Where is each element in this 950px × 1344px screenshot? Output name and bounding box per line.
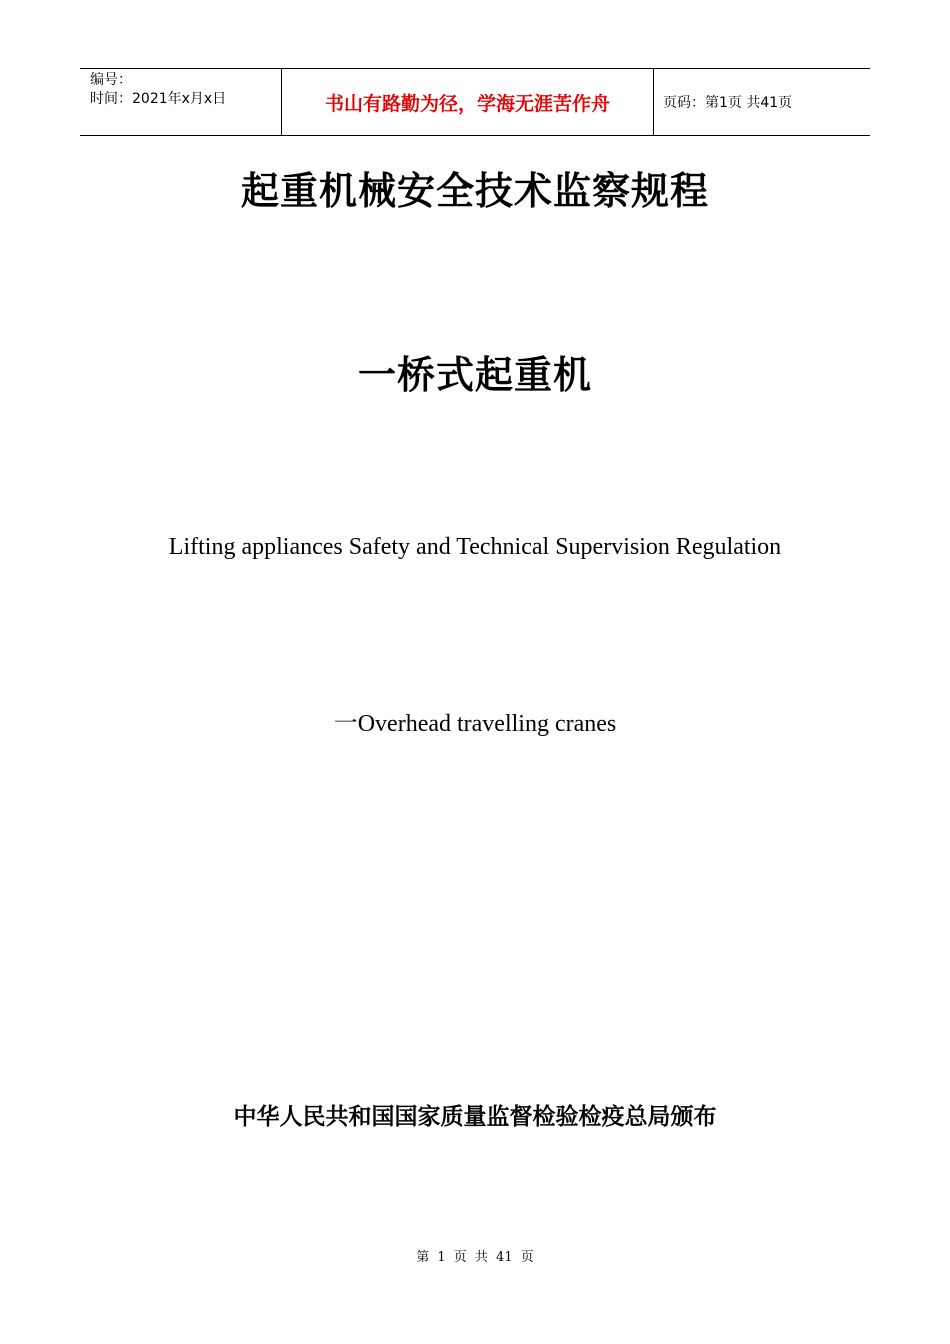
header-motto: 书山有路勤为径，学海无涯苦作舟 bbox=[324, 92, 610, 115]
issuing-authority: 中华人民共和国国家质量监督检验检疫总局颁布 bbox=[233, 1104, 717, 1130]
document-number-label: 编号： bbox=[90, 72, 132, 88]
english-subtitle: 一Overhead travelling cranes bbox=[333, 711, 617, 737]
header-page-cell bbox=[654, 69, 870, 135]
english-title: Lifting appliances Safety and Technical Supervision Regulation bbox=[168, 534, 782, 560]
document-subtitle: 一桥式起重机 bbox=[357, 353, 592, 397]
header-page-info: 页码：第1页 共41页 bbox=[663, 95, 793, 111]
header-info-cell bbox=[80, 69, 281, 135]
header-motto-cell bbox=[281, 69, 654, 135]
page-footer: 第 1 页 共 41 页 bbox=[416, 1250, 534, 1265]
header-table bbox=[80, 68, 870, 136]
document-title: 起重机械安全技术监察规程 bbox=[240, 169, 709, 213]
document-date-label: 时间：2021年x月x日 bbox=[90, 91, 227, 107]
